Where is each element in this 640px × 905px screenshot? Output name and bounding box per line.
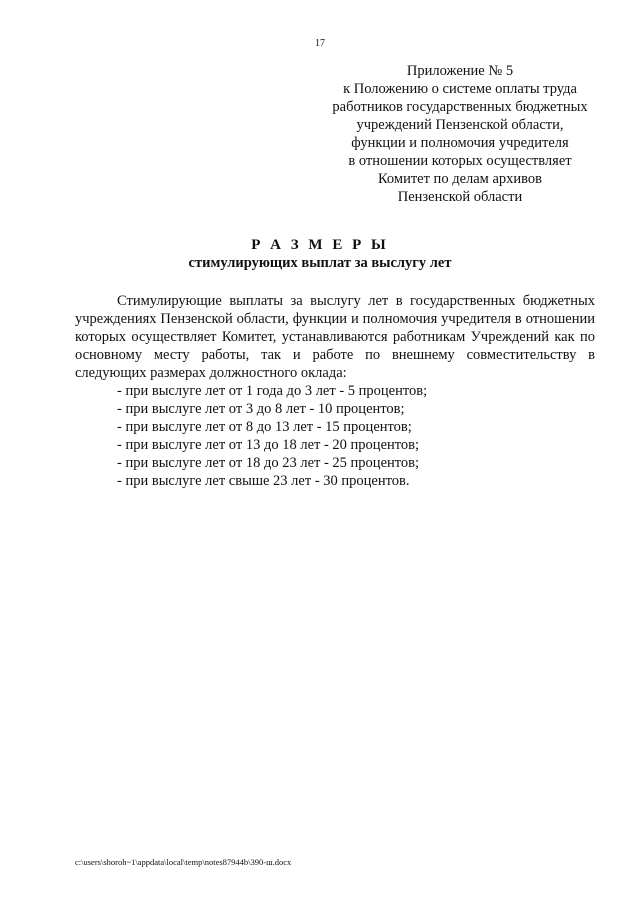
document-body bbox=[75, 292, 595, 490]
appendix-line: в отношении которых осуществляет bbox=[348, 153, 572, 169]
list-item: - при выслуге лет от 1 года до 3 лет - 5 процентов; bbox=[117, 383, 428, 399]
appendix-header bbox=[310, 62, 610, 206]
appendix-line: функции и полномочия учредителя bbox=[351, 135, 569, 151]
appendix-line: работников государственных бюджетных bbox=[332, 99, 588, 115]
list-item: - при выслуге лет от 3 до 8 лет - 10 процентов; bbox=[117, 401, 405, 417]
appendix-line: Комитет по делам архивов bbox=[377, 171, 543, 187]
document-title: Р А З М Е Р Ы bbox=[251, 237, 389, 253]
intro-paragraph: Стимулирующие выплаты за выслугу лет в государственных бюджетных учреждениях Пензенской области, функции и полномочия учредителя в отношении которых осуществляет Комитет, устанавливаются работникам Учреждений как по основному месту работы, так и работе по внешнему совместительству в следующих размерах должностного оклада: bbox=[75, 293, 595, 381]
appendix-line: Приложение № 5 bbox=[406, 63, 514, 79]
list-item: - при выслуге лет от 13 до 18 лет - 20 процентов; bbox=[117, 437, 420, 453]
list-item: - при выслуге лет от 18 до 23 лет - 25 процентов; bbox=[117, 455, 420, 471]
document-subtitle: стимулирующих выплат за выслугу лет bbox=[188, 255, 452, 271]
page-number: 17 bbox=[315, 38, 325, 49]
list-item: - при выслуге лет свыше 23 лет - 30 процентов. bbox=[117, 473, 410, 489]
rates-list bbox=[75, 382, 595, 490]
list-item: - при выслуге лет от 8 до 13 лет - 15 процентов; bbox=[117, 419, 412, 435]
appendix-line: к Положению о системе оплаты труда bbox=[343, 81, 577, 97]
footer-file-path: c:\users\shoroh~1\appdata\local\temp\notes87944b\390-ш.docx bbox=[75, 857, 292, 867]
appendix-line: Пензенской области bbox=[397, 189, 523, 205]
appendix-line: учреждений Пензенской области, bbox=[356, 117, 564, 133]
